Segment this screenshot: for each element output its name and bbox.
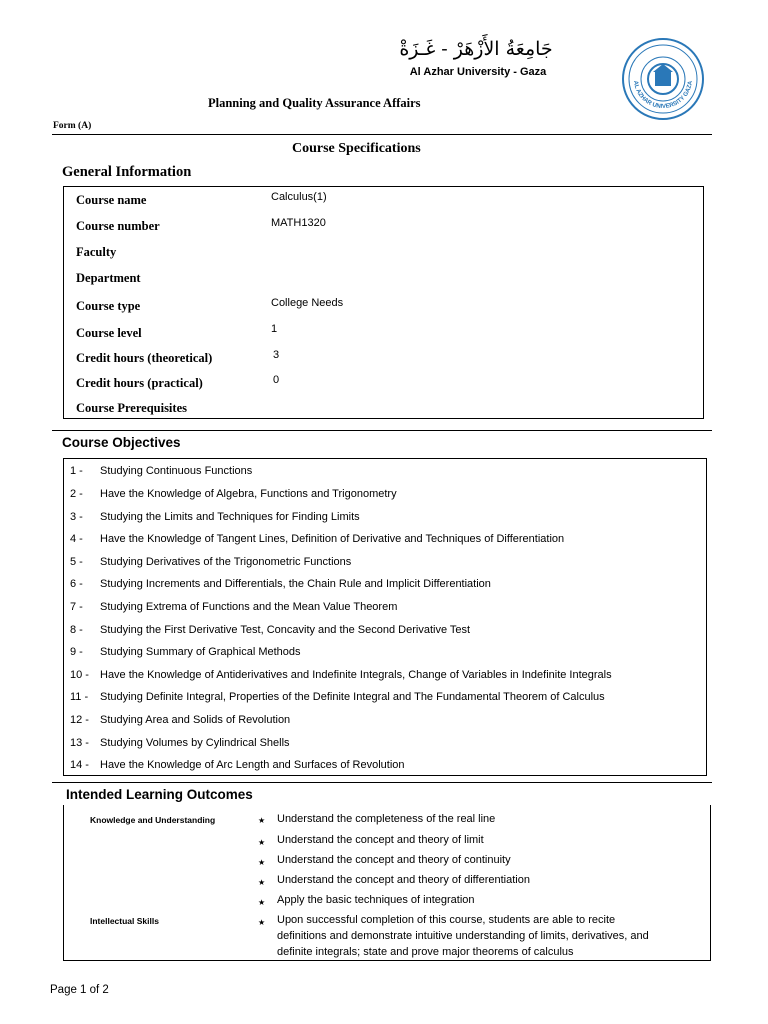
star-bullet-icon: ★ xyxy=(258,838,266,847)
intellectual-skills-label: Intellectual Skills xyxy=(90,916,159,926)
outcome-text: Understand the concept and theory of continuity xyxy=(277,854,511,866)
gi-label: Course number xyxy=(76,219,160,233)
objective-text: Studying Area and Solids of Revolution xyxy=(100,714,291,726)
star-bullet-icon: ★ xyxy=(258,878,266,887)
outcome-text: Understand the concept and theory of limit xyxy=(277,834,484,846)
gi-label: Course Prerequisites xyxy=(76,401,187,415)
objective-text: Studying Continuous Functions xyxy=(100,465,253,477)
outcome-text: Apply the basic techniques of integration xyxy=(277,894,475,906)
objective-text: Studying the Limits and Techniques for Finding Limits xyxy=(100,511,360,523)
gi-label: Course level xyxy=(76,326,142,340)
objective-text: Studying Volumes by Cylindrical Shells xyxy=(100,737,290,749)
learning-outcomes-heading: Intended Learning Outcomes xyxy=(66,787,253,802)
gi-label: Credit hours (theoretical) xyxy=(76,351,213,365)
knowledge-understanding-label: Knowledge and Understanding xyxy=(90,815,216,825)
gi-label: Credit hours (practical) xyxy=(76,376,203,390)
department-title: Planning and Quality Assurance Affairs xyxy=(208,96,421,110)
objective-number: 5 - xyxy=(70,556,83,568)
objective-text: Studying the First Derivative Test, Concavity and the Second Derivative Test xyxy=(100,624,471,636)
objective-number: 1 - xyxy=(70,465,83,477)
objective-number: 10 - xyxy=(70,669,89,681)
gi-label: Faculty xyxy=(76,245,117,259)
objective-number: 9 - xyxy=(70,646,83,658)
header-divider xyxy=(52,134,712,135)
objective-number: 8 - xyxy=(70,624,83,636)
gi-value: 0 xyxy=(273,374,280,386)
objective-number: 12 - xyxy=(70,714,89,726)
star-bullet-icon: ★ xyxy=(258,898,266,907)
objective-number: 13 - xyxy=(70,737,89,749)
gi-value: MATH1320 xyxy=(271,217,326,229)
gi-label: Department xyxy=(76,271,141,285)
gi-value: 1 xyxy=(271,323,278,335)
gi-value: Calculus(1) xyxy=(271,191,327,203)
form-label: Form (A) xyxy=(53,121,92,131)
objective-text: Studying Definite Integral, Properties of the Definite Integral and The Fundamental Theorem of Calculus xyxy=(100,691,605,703)
document-title: Course Specifications xyxy=(292,141,421,156)
outcome-text-line: Upon successful completion of this course, students are able to recite xyxy=(277,914,616,926)
outcome-text: Understand the concept and theory of differentiation xyxy=(277,874,530,886)
gi-value: College Needs xyxy=(271,297,344,309)
objective-number: 2 - xyxy=(70,488,83,500)
university-seal-icon xyxy=(620,36,706,122)
objective-text: Have the Knowledge of Tangent Lines, Definition of Derivative and Techniques of Differentiation xyxy=(100,533,565,545)
objective-number: 7 - xyxy=(70,601,83,613)
outcome-text-line: definitions and demonstrate intuitive understanding of limits, derivatives, and xyxy=(277,930,649,942)
gi-label: Course name xyxy=(76,193,147,207)
gi-value: 3 xyxy=(273,349,280,361)
objective-text: Have the Knowledge of Antiderivatives and Indefinite Integrals, Change of Variables in Indefinite Integrals xyxy=(100,669,612,681)
objective-text: Studying Extrema of Functions and the Mean Value Theorem xyxy=(100,601,398,613)
star-bullet-icon: ★ xyxy=(258,918,266,927)
objective-text: Have the Knowledge of Arc Length and Surfaces of Revolution xyxy=(100,759,405,771)
star-bullet-icon: ★ xyxy=(258,858,266,867)
course-objectives-table xyxy=(63,458,707,776)
page-number: Page 1 of 2 xyxy=(50,984,109,996)
university-name-arabic: جَامِعَةُ الأَزْهَرْ - غَـزَةْ xyxy=(399,38,553,60)
objective-text: Studying Summary of Graphical Methods xyxy=(100,646,301,658)
objective-text: Studying Derivatives of the Trigonometric Functions xyxy=(100,556,352,568)
general-information-heading: General Information xyxy=(62,164,192,180)
objective-number: 4 - xyxy=(70,533,83,545)
objective-text: Studying Increments and Differentials, the Chain Rule and Implicit Differentiation xyxy=(100,578,491,590)
outcome-text: Understand the completeness of the real line xyxy=(277,813,496,825)
course-objectives-heading: Course Objectives xyxy=(62,435,181,450)
star-bullet-icon: ★ xyxy=(258,816,266,825)
university-name-english: Al Azhar University - Gaza xyxy=(409,66,547,78)
objective-number: 6 - xyxy=(70,578,83,590)
section-divider xyxy=(52,782,712,783)
outcome-text-line: definite integrals; state and prove major theorems of calculus xyxy=(277,946,574,958)
svg-text:AL AZHAR UNIVERSITY GAZA: AL AZHAR UNIVERSITY GAZA xyxy=(632,80,694,111)
objective-number: 14 - xyxy=(70,759,89,771)
objective-number: 3 - xyxy=(70,511,83,523)
gi-label: Course type xyxy=(76,299,141,313)
objective-number: 11 - xyxy=(70,691,89,703)
objective-text: Have the Knowledge of Algebra, Functions and Trigonometry xyxy=(100,488,397,500)
university-logo xyxy=(620,36,706,122)
section-divider xyxy=(52,430,712,431)
